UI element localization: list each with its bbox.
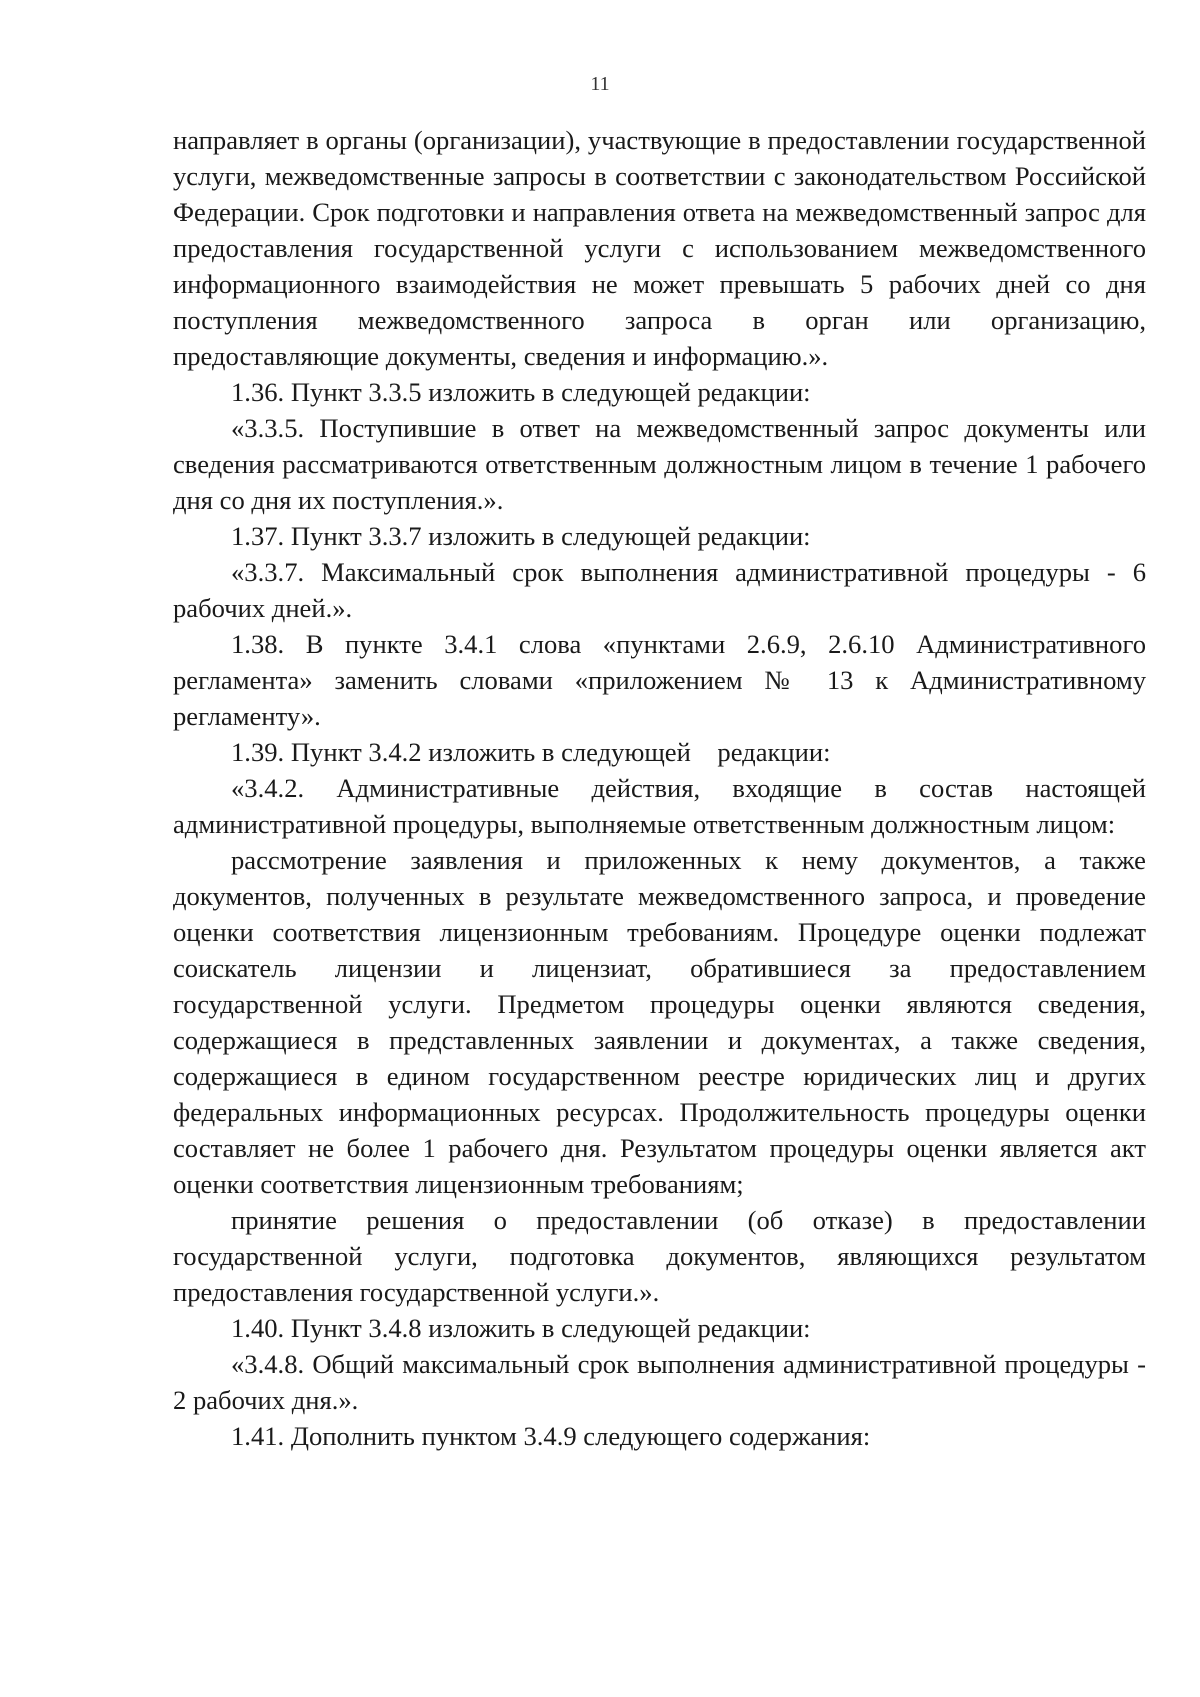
paragraph-3-4-8: «3.4.8. Общий максимальный срок выполнения административной процедуры - 2 рабочих дня.». [173,1349,1146,1415]
paragraph-3-4-2: «3.4.2. Административные действия, входящие в состав настоящей административной процедуры, выполняемые ответственным должностным лицом: [173,773,1146,839]
paragraph-3-3-5: «3.3.5. Поступившие в ответ на межведомственный запрос документы или сведения рассматриваются ответственным должностным лицом в течение 1 рабочего дня со дня их поступления.». [173,413,1146,515]
paragraph-3-3-7: «3.3.7. Максимальный срок выполнения административной процедуры - 6 рабочих дней.». [173,557,1146,623]
paragraph-1-41: 1.41. Дополнить пунктом 3.4.9 следующего содержания: [231,1421,871,1451]
paragraph-1-40: 1.40. Пункт 3.4.8 изложить в следующей редакции: [231,1313,811,1343]
page-number: 11 [590,73,610,95]
paragraph-interagency-requests: направляет в органы (организации), участвующие в предоставлении государственной услуги, межведомственные запросы в соответствии с законодательством Российской Федерации. Срок подготовки и направления ответа на межведомственный запрос для предоставления государственной услуги с использованием межведомственного информационного взаимодействия не может превышать 5 рабочих дней со дня поступления межведомственного запроса в орган или организацию, предоставляющие документы, сведения и информацию.». [173,125,1146,371]
paragraph-review-assessment: рассмотрение заявления и приложенных к нему документов, а также документов, полученных в результате межведомственного запроса, и проведение оценки соответствия лицензионным требованиям. Процедуре оценки подлежат соискатель лицензии и лицензиат, обратившиеся за предоставлением государственной услуги. Предметом процедуры оценки являются сведения, содержащиеся в представленных заявлении и документах, а также сведения, содержащиеся в едином государственном реестре юридических лиц и других федеральных информационных ресурсах. Продолжительность процедуры оценки составляет не более 1 рабочего дня. Результатом процедуры оценки является акт оценки соответствия лицензионным требованиям; [173,845,1146,1199]
document-body [173,122,1146,1454]
paragraph-decision: принятие решения о предоставлении (об отказе) в предоставлении государственной услуги, подготовка документов, являющихся результатом предоставления государственной услуги.». [173,1205,1146,1307]
paragraph-1-39: 1.39. Пункт 3.4.2 изложить в следующей редакции: [231,737,831,767]
paragraph-1-36: 1.36. Пункт 3.3.5 изложить в следующей редакции: [231,377,811,407]
paragraph-1-37: 1.37. Пункт 3.3.7 изложить в следующей редакции: [231,521,811,551]
paragraph-1-38: 1.38. В пункте 3.4.1 слова «пунктами 2.6.9, 2.6.10 Административного регламента» заменить словами «приложением № 13 к Административному регламенту». [173,629,1146,731]
